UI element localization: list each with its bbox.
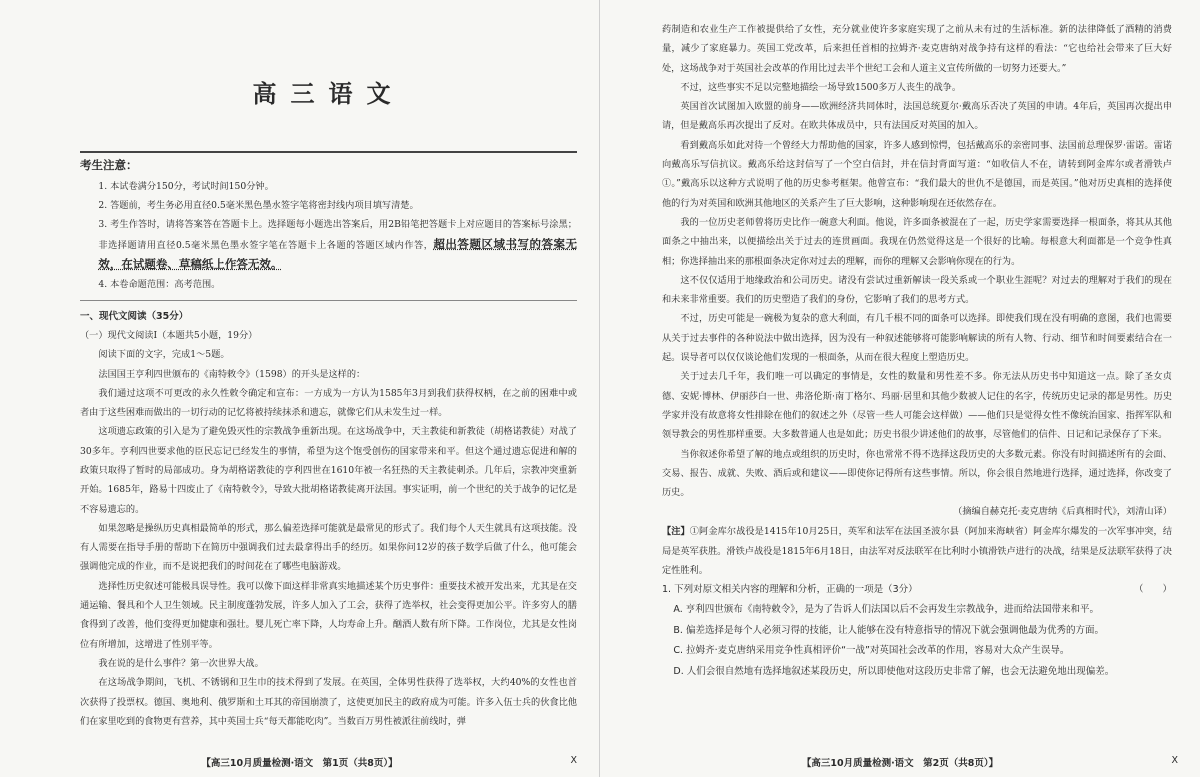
option-b: B. 偏差选择是每个人必须习得的技能，让人能够在没有特意指导的情况下就会强调他最为优秀的方面。 — [673, 624, 1104, 636]
option-d: D. 人们会很自然地有选择地叙述某段历史，所以即使他对这段历史非常了解，也会无法避免地出现偏差。 — [673, 665, 1115, 677]
section-heading: 一、现代文阅读（35分） — [80, 311, 189, 323]
notice-highlight: 超出答题区域书写的答案无效，在试题卷、草稿纸上作答无效。 — [98, 236, 577, 271]
paragraph: 这不仅仅适用于地缘政治和公司历史。诸没有尝试过重新解读一段关系或一个职业生涯呢？对过去的理解对于我们的现在和未来非常重要。我们的历史塑造了我们的身份，它影响了我们的思考方式。 — [662, 274, 1172, 306]
paragraph: 选择性历史叙述可能极具误导性。我可以像下面这样非常真实地描述某个历史事件：重要技术被开发出来，尤其是在交通运输、餐具和个人卫生领域。民主制度蓬勃发展，许多人加入了工会，获得了选举权，社会变得更加公平。许多穷人的膳食得到了改善，他们变得更加健康和强壮。婴儿死亡率下降，人均寿命上升。酗酒人数有所下降。工作岗位，尤其是女性岗位有所增加，这增进了性别平等。 — [80, 580, 577, 650]
page-footer — [600, 755, 1200, 769]
paragraph: 法国国王亨利四世颁布的《南特敕令》（1598）的开头是这样的： — [98, 368, 366, 380]
question-1-stem: 1. 下列对原文相关内容的理解和分析，正确的一项是（3分） — [662, 584, 918, 596]
paragraph: 英国首次试图加入欧盟的前身——欧洲经济共同体时，法国总统夏尔·戴高乐否决了英国的申请。4年后，英国再次提出申请，但是戴高乐再次提出了反对。在欧共体成员中，只有法国反对英国的加入。 — [662, 101, 1172, 132]
option-a: A. 亨利四世颁布《南特敕令》，是为了告诉人们法国以后不会再发生宗教战争，进而给法国带来和平。 — [673, 604, 1100, 616]
note-text: ①阿金库尔战役是1415年10月25日，英军和法军在法国圣波尔县（阿加来海峡省）阿金库尔爆发的一次军事冲突，结局是英军获胜。滑铁卢战役是1815年6月18日，由法军对反法联军在比利时小镇滑铁卢进行的决战，结果是反法联军获得了决定性胜利。 — [662, 526, 1173, 576]
paragraph: 不过，这些事实不足以完整地描绘一场导致1500多万人丧生的战争。 — [680, 81, 962, 93]
footer-text: 【高三10月质量检测·语文 第2页（共8页）】 — [801, 758, 999, 769]
footnote — [662, 522, 1172, 580]
paragraph: 如果忽略是操纵历史真相最简单的形式，那么偏差选择可能就是最常见的形式了。我们每个人天生就具有这项技能。没有人需要在指导手册的帮助下在简历中强调我们过去最拿得出手的经历。如果你问12岁的孩子数学后做了什么，他可能会强调他完成的作业，而不是说把我们的时间花在了哪些电脑游戏。 — [80, 522, 577, 573]
source-citation: （摘编自赫克托·麦克唐纳《后真相时代》，刘清山译） — [953, 506, 1172, 518]
page-title: 高三语文 — [252, 80, 405, 108]
notice-rule — [80, 300, 577, 301]
answer-paren: （ ） — [1133, 584, 1172, 596]
paragraph: 这项遗忘政策的引入是为了避免毁灭性的宗教战争重新出现。在这场战争中，天主教徒和新教徒（胡格诺教徒）对战了30多年。亨利四世要求他的臣民忘记已经发生的事情，希望为这个饱受创伤的国家带来和平。但这个通过遗忘促进和解的政策只取得了暂时的局部成功。身为胡格诺教徒的亨利四世在1610年被一名狂热的天主教徒刺杀。几年后，宗教冲突重新开始。1685年，路易十四废止了《南特敕令》，导致大批胡格诺教徒离开法国。事实证明，前一个世纪的关于战争的记忆是不容易遗忘的。 — [80, 426, 577, 515]
page-2 — [600, 0, 1200, 777]
footer-mark: X — [570, 755, 577, 766]
notice-item-2: 2. 答题前，考生务必用直径0.5毫米黑色墨水签字笔将密封线内项目填写清楚。 — [98, 200, 419, 212]
option-c: C. 拉姆齐·麦克唐纳采用竞争性真相评价“一战”对英国社会改革的作用，容易对大众产生误导。 — [673, 645, 1070, 657]
paragraph: 当你叙述你希望了解的地点或组织的历史时，你也常常不得不选择这段历史的大多数元素。你没有时间描述所有的会面、交易、报告、成就、失败、酒后或和建议——即使你记得所有这些事情。所以，你会很自然地进行选择，通过选择，你改变了历史。 — [662, 448, 1172, 499]
paragraph: 看到戴高乐如此对待一个曾经大力帮助他的国家，许多人感到惊愕，包括戴高乐的亲密同事、法国前总理保罗·雷诺。雷诺向戴高乐写信抗议。戴高乐给这封信写了一个空白信封，并在信封背面写道：“如收信人不在，请转到阿金库尔或者滑铁卢①。”戴高乐以这种方式说明了他的历史参考框架。他曾宣布：“我们最大的世仇不是德国，而是英国。”他对历史真相的选择使他的行为对英国和欧洲其他地区的关系产生了巨大影响，这种影响现在还依然存在。 — [662, 139, 1172, 209]
paragraph: 我在说的是什么事件？第一次世界大战。 — [98, 657, 264, 669]
subsection-heading: （一）现代文阅读Ⅰ（本题共5小题，19分） — [80, 330, 258, 342]
paragraph: 在这场战争期间，飞机、不锈钢和卫生巾的技术得到了发展。在英国，全体男性获得了选举权，大约40%的女性也首次获得了投票权。德国、奥地利、俄罗斯和土耳其的帝国崩溃了，这使更加民主的政府成为可能。许多入伍士兵的伙食比他们在家里吃到的食物更有营养，其中英国士兵“每天都能吃肉”。当数百万男性被派往前线时，弹 — [80, 677, 577, 727]
paragraph: 我的一位历史老师曾将历史比作一碗意大利面。他说，许多面条被混在了一起，历史学家需要选择一根面条，将其从其他面条之中抽出来，以便描绘出关于过去的连贯画面。我现在仍然觉得这是一个很好的比喻。每根意大利面都是一个竞争性真相；你选择抽出来的那根面条决定你对过去的理解，而你的理解又会影响你现在的行为。 — [662, 216, 1172, 267]
notice-item-4: 4. 本卷命题范围：高考范围。 — [98, 279, 221, 291]
footer-mark: X — [1171, 755, 1178, 766]
notice-item-1: 1. 本试卷满分150分，考试时间150分钟。 — [98, 181, 274, 192]
reading-instruction: 阅读下面的文字，完成1～5题。 — [98, 349, 230, 361]
question-1 — [662, 580, 1172, 600]
paragraph: 关于过去几千年，我们唯一可以确定的事情是，女性的数量和男性差不多。你无法从历史书中知道这一点。除了圣女贞德、安妮·博林、伊丽莎白一世、弗洛伦斯·南丁格尔、玛丽·居里和其他少数被人记住的名字，传统历史记录的都是男性。历史学家并没有故意将女性排除在他们的叙述之外（尽管一些人可能会这样做）——他们只是觉得女性不像统治国家、指挥军队和领导教会的男性那样重要。大多数普通人也是如此；历史书很少讲述他们的故事，尽管他们的信件、日记和记录保存了下来。 — [662, 371, 1172, 441]
paragraph: 不过，历史可能是一碗极为复杂的意大利面，有几千根不同的面条可以选择。即使我们现在没有明确的意图，我们也需要从关于过去事件的各种说法中做出选择，因为没有一种叙述能够将可能影响解读的所有人物、行动、细节和时间要素结合在一起。误导者可以仅仅谈论他们发现的一根面条，从而在很大程度上塑造历史。 — [662, 313, 1172, 364]
notice-item-3-text: 3. 考生作答时，请将答案答在答题卡上。选择题每小题选出答案后，用2B铅笔把答题卡上对应题目的答案标号涂黑；非选择题请用直径0.5毫米黑色墨水签字笔在答题卡上各题的答题区域内作答， — [98, 219, 577, 251]
notice-item-3 — [80, 215, 577, 275]
paragraph: 药制造和农业生产工作被提供给了女性，充分就业使许多家庭实现了之前从未有过的生活标准。新的法律降低了酒精的消费量，减少了家庭暴力。英国工党改革，后来担任首相的拉姆齐·麦克唐纳对战争持有这样的看法：“它也给社会带来了巨大好处，这场战争对于英国社会改革的作用比过去半个世纪工会和人道主义宣传所做的一切努力还要大。” — [662, 24, 1172, 74]
page-footer — [0, 755, 599, 769]
footer-text: 【高三10月质量检测·语文 第1页（共8页）】 — [201, 758, 398, 769]
paragraph: 我们通过这项不可更改的永久性敕令确定和宣布：一方成为一方认为1585年3月到我们获得权柄，在之前的困难中或者由于这些困难而做出的一切行动的记忆将被持续抹杀和遗忘，就像它们从未发生过一样。 — [80, 387, 577, 419]
note-label: 【注】 — [662, 526, 690, 538]
notice-heading: 考生注意： — [80, 158, 138, 172]
title-rule — [80, 151, 577, 153]
